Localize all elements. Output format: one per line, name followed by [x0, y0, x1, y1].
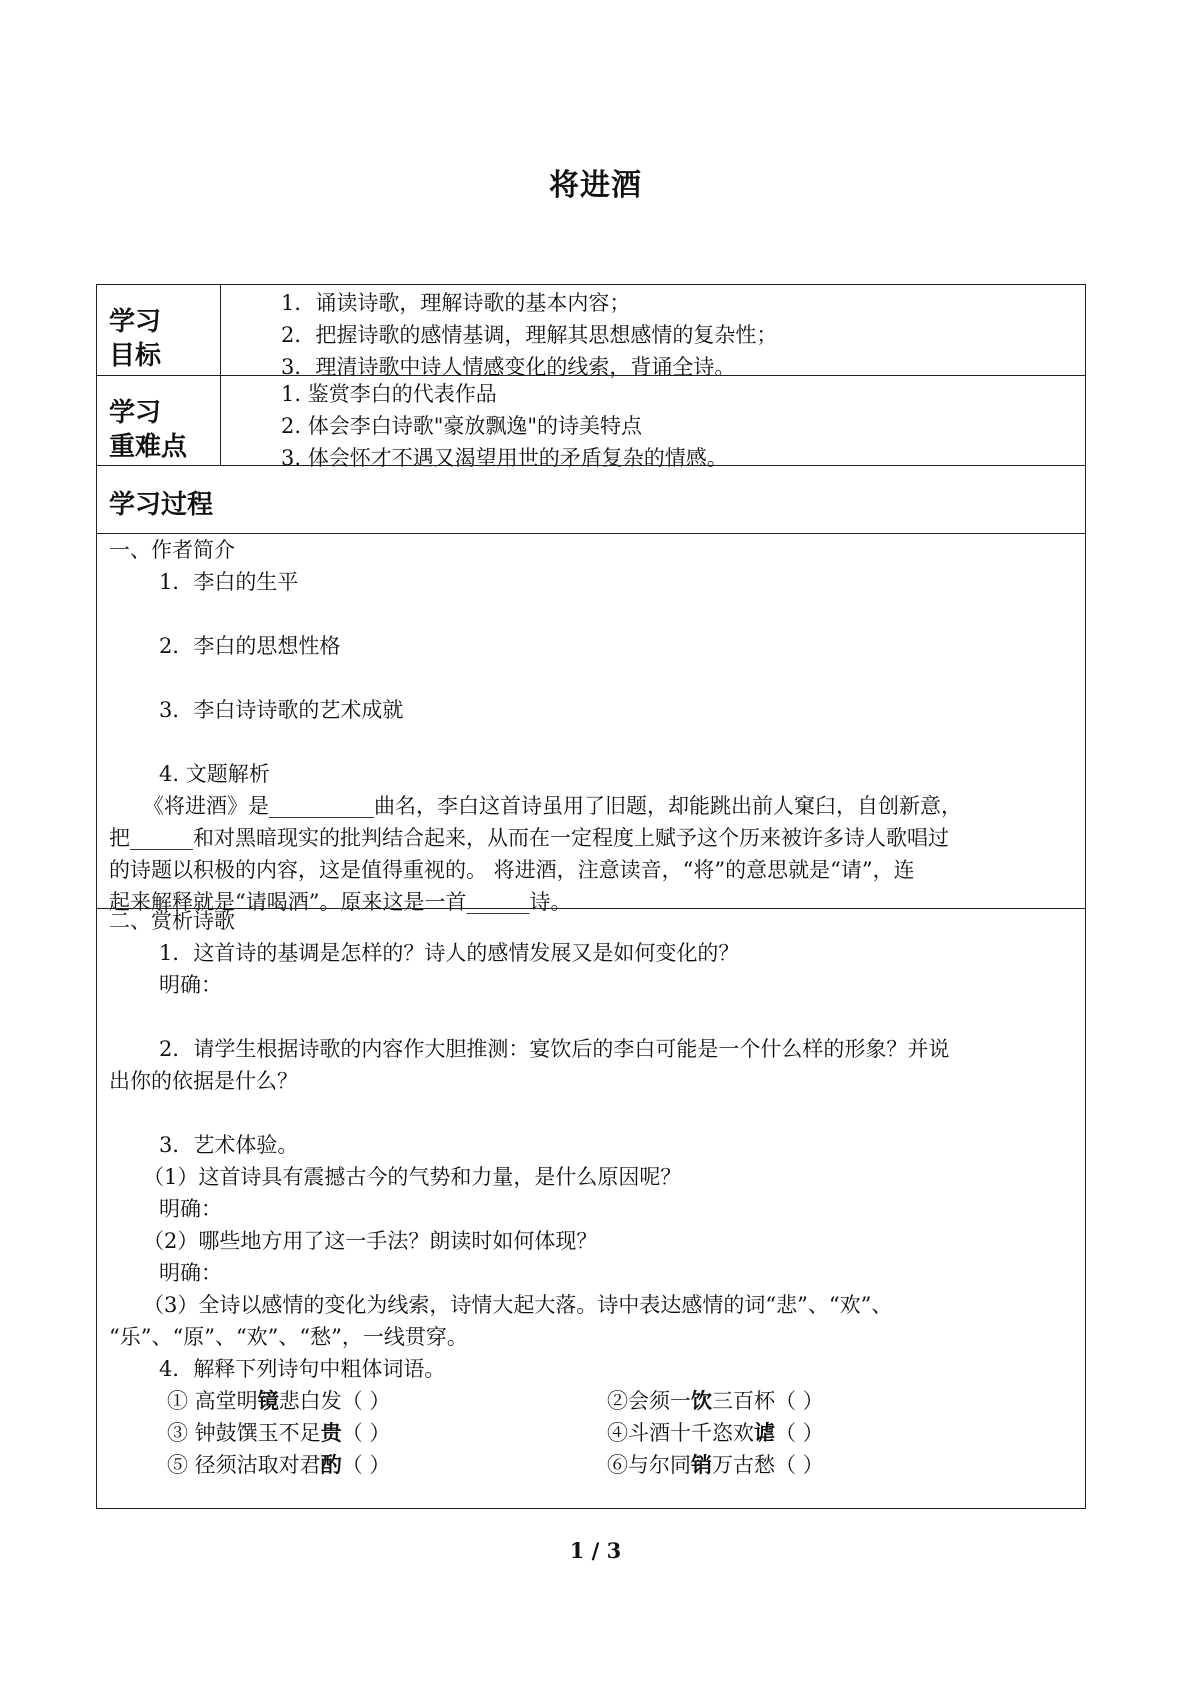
section2-q1: 1．这首诗的基调是怎样的？诗人的感情发展又是如何变化的？ — [159, 941, 740, 965]
section1-paragraph-line: 的诗题以积极的内容，这是值得重视的。 将进酒，注意读音，“将”的意思就是“请”，连 — [109, 858, 915, 882]
answer-space — [109, 726, 1073, 758]
process-heading: 学习过程 — [109, 490, 214, 520]
answer-space — [109, 598, 1073, 630]
goal-item: 3．理清诗歌中诗人情感变化的线索，背诵全诗。 — [281, 355, 736, 379]
section2-a3-2: 明确： — [159, 1261, 222, 1285]
vocab-item: ②会须一饮三百杯（ ） — [607, 1388, 824, 1413]
page-title: 将进酒 — [549, 168, 642, 203]
section2-q3-3: （3）全诗以感情的变化为线索，诗情大起大落。诗中表达感情的词“悲”、“欢”、 — [143, 1293, 893, 1317]
keypoint-item: 3. 体会怀才不遇又渴望用世的矛盾复杂的情感。 — [281, 446, 728, 470]
section1-title: 一、作者简介 — [109, 538, 235, 562]
goals-label — [97, 285, 221, 375]
vocab-row — [109, 1417, 1073, 1449]
vocab-row — [109, 1449, 1073, 1481]
vocab-row — [109, 1385, 1073, 1417]
goals-label-line2: 目标 — [109, 341, 162, 371]
study-table — [96, 284, 1086, 1509]
goals-row — [97, 285, 1085, 379]
vocab-item: ⑥与尔同销万古愁（ ） — [607, 1452, 824, 1477]
vocab-item: ① 高堂明镜悲白发（ ） — [167, 1388, 391, 1413]
keypoints-label-line1: 学习 — [109, 398, 162, 428]
goals-label-line1: 学习 — [109, 307, 162, 337]
goal-item: 1．诵读诗歌，理解诗歌的基本内容； — [281, 291, 631, 315]
section2-a1: 明确： — [159, 973, 222, 997]
keypoint-item: 1. 鉴赏李白的代表作品 — [281, 382, 497, 406]
goals-content — [221, 285, 1085, 383]
section2-body — [109, 905, 1073, 1481]
section1-paragraph-line: 起来解释就是“请喝酒”。原来这是一首______诗。 — [109, 890, 572, 914]
answer-space — [109, 1001, 1073, 1033]
vocab-item: ④斗酒十千恣欢谑（ ） — [607, 1420, 824, 1445]
process-row — [97, 465, 1085, 533]
section1-q4: 4. 文题解析 — [159, 762, 270, 786]
section2-q2-cont: 出你的依据是什么？ — [109, 1069, 298, 1093]
section2-row — [97, 908, 1085, 1510]
section1-paragraph-line: 把______和对黑暗现实的批判结合起来，从而在一定程度上赋予这个历来被许多诗人歌唱过 — [109, 826, 949, 850]
section2-q3: 3．艺术体验。 — [159, 1133, 299, 1157]
section2-q3-2: （2）哪些地方用了这一手法？朗读时如何体现？ — [143, 1229, 598, 1253]
page-number: 1 / 3 — [569, 1538, 622, 1563]
section1-row — [97, 533, 1085, 914]
section1-q3: 3．李白诗诗歌的艺术成就 — [159, 698, 404, 722]
keypoints-label-line2: 重难点 — [109, 432, 188, 462]
keypoints-content — [221, 376, 1085, 474]
section2-q2: 2．请学生根据诗歌的内容作大胆推测：宴饮后的李白可能是一个什么样的形象？并说 — [159, 1037, 950, 1061]
section1-q1: 1．李白的生平 — [159, 570, 299, 594]
answer-space — [109, 662, 1073, 694]
keypoints-label — [97, 376, 221, 465]
section1-body — [109, 534, 1073, 918]
section2-q3-3-cont: “乐”、“原”、“欢”、“愁”，一线贯穿。 — [109, 1325, 468, 1349]
answer-space — [109, 1097, 1073, 1129]
section1-q2: 2．李白的思想性格 — [159, 634, 341, 658]
vocab-item: ③ 钟鼓馔玉不足贵（ ） — [167, 1420, 391, 1445]
goal-item: 2．把握诗歌的感情基调，理解其思想感情的复杂性； — [281, 323, 778, 347]
section1-paragraph-line: 《将进酒》是__________曲名，李白这首诗虽用了旧题，却能跳出前人窠臼，自创新意， — [143, 794, 962, 818]
vocab-item: ⑤ 径须沽取对君酌（ ） — [167, 1452, 391, 1477]
section2-title: 二、赏析诗歌 — [109, 909, 235, 933]
keypoint-item: 2. 体会李白诗歌"豪放飘逸"的诗美特点 — [281, 414, 643, 438]
section2-q3-1: （1）这首诗具有震撼古今的气势和力量，是什么原因呢？ — [143, 1165, 682, 1189]
section2-q4: 4．解释下列诗句中粗体词语。 — [159, 1357, 446, 1381]
section2-a3-1: 明确： — [159, 1197, 222, 1221]
keypoints-row — [97, 375, 1085, 470]
